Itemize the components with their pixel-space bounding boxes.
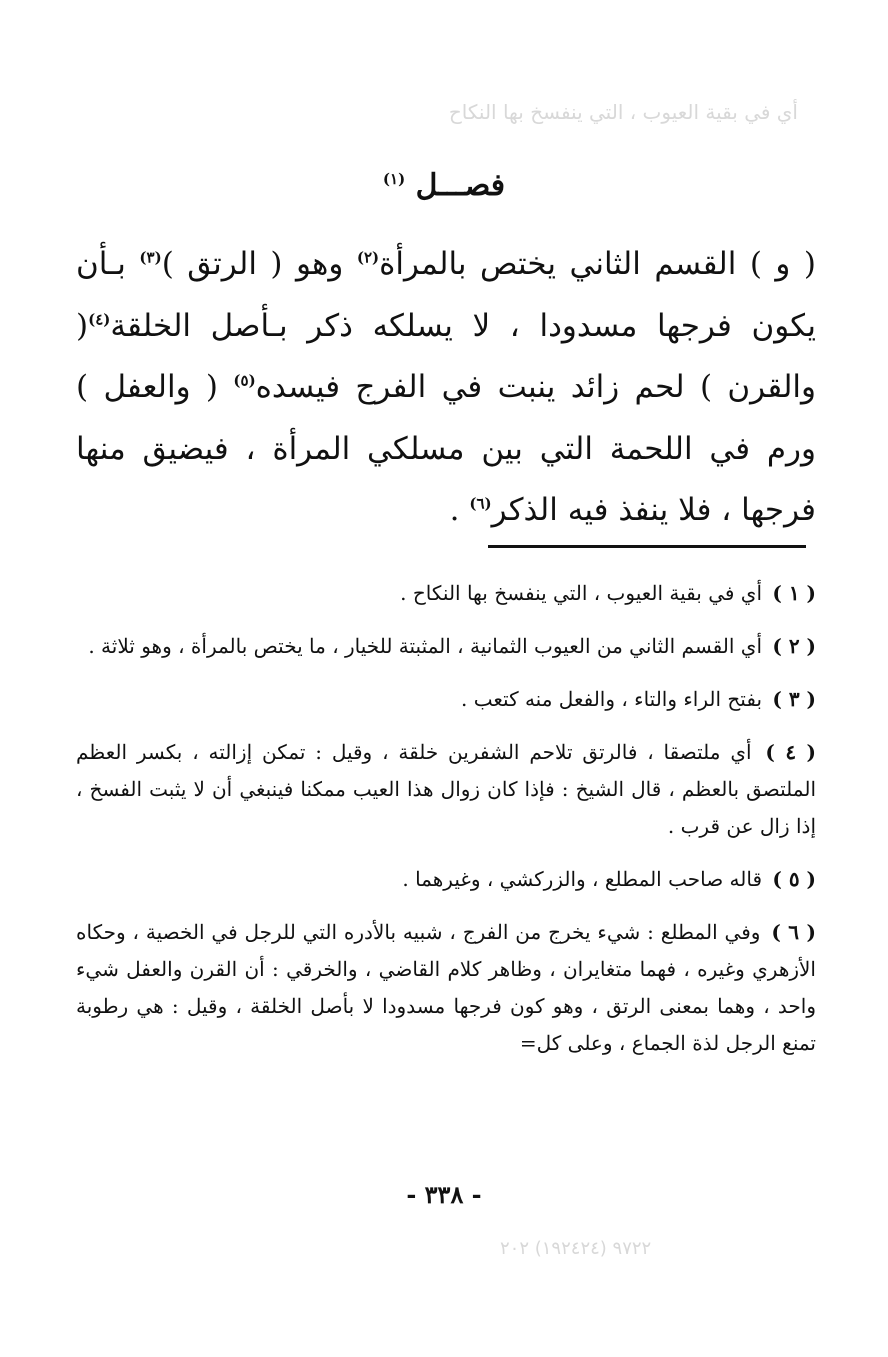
- footnote: [76, 681, 816, 718]
- footnote: [76, 861, 816, 898]
- text-segment: وهو ( الرتق ): [161, 246, 357, 282]
- bleed-through-text: أي في بقية العيوب ، التي ينفسخ بها النكاح: [448, 100, 798, 124]
- footnote-number: ( ١ ): [772, 581, 816, 605]
- footnote-number: ( ٣ ): [772, 687, 816, 711]
- section-heading: [0, 168, 888, 203]
- section-title: فصـــل: [415, 168, 506, 203]
- footnote-text: أي في بقية العيوب ، التي ينفسخ بها النكاح .: [400, 581, 763, 605]
- footnote: [76, 734, 816, 845]
- footnote-number: ( ٤ ): [765, 740, 816, 764]
- footnote-number: ( ٢ ): [772, 634, 816, 658]
- text-segment: ( والقرن ) لحم زائد ينبت في الفرج فيسده: [76, 307, 816, 405]
- footnote-ref: (٥): [233, 371, 256, 390]
- text-segment: ( و ) القسم الثاني يختص بالمرأة: [379, 246, 816, 282]
- footnote-ref: (٣): [139, 248, 162, 267]
- footnote-number: ( ٥ ): [772, 867, 816, 891]
- footnote-text: وفي المطلع : شيء يخرج من الفرج ، شبيه بالأدره التي للرجل في الخصية ، وحكاه الأزهري وغيره ، فهما متغايران ، وظاهر كلام القاضي ، والخرقي : أن القرن والعفل شيء واحد ، وهما بمعنى الرتق ، وهو كون فرجها مسدودا لا بأصل الخلقة ، وقيل : هي رطوبة تمنع الرجل لذة الجماع ، وعلى كل=: [76, 920, 816, 1055]
- main-paragraph: [76, 234, 816, 542]
- page-number: - ٣٣٨ -: [406, 1180, 482, 1209]
- footnotes: [76, 575, 816, 1078]
- footnote-number: ( ٦ ): [771, 920, 817, 944]
- footnote-text: قاله صاحب المطلع ، والزركشي ، وغيرهما .: [402, 867, 763, 891]
- footnote: [76, 628, 816, 665]
- footnote: [76, 914, 816, 1062]
- footnote-text: أي ملتصقا ، فالرتق تلاحم الشفرين خلقة ، وقيل : تمكن إزالته ، بكسر العظم الملتصق بالعظم ، قال الشيخ : فإذا كان زوال هذا العيب ممكنا فينبغي أن لا يثبت الفسخ ، إذا زال عن قرب .: [76, 740, 816, 838]
- footnote-ref: (٦): [469, 494, 492, 513]
- footnote-ref: (٤): [88, 310, 111, 329]
- bleed-through-text-bottom: ٩٧٢٢ (١٩٢٤٢٤) ٢٠٢: [500, 1238, 652, 1259]
- footnote: [76, 575, 816, 612]
- footnote-separator: [488, 545, 806, 548]
- text-segment: بـأن يكون فرجها مسدودا ، لا يسلكه ذكر بـأصل الخلقة: [76, 246, 816, 344]
- text-segment: .: [449, 492, 470, 528]
- footnote-text: أي القسم الثاني من العيوب الثمانية ، المثبتة للخيار ، ما يختص بالمرأة ، وهو ثلاثة .: [88, 634, 763, 658]
- text-segment: ( والعفل ) ورم في اللحمة التي بين مسلكي المرأة ، فيضيق منها فرجها ، فلا ينفذ فيه الذكر: [76, 369, 816, 528]
- footnote-text: بفتح الراء والتاء ، والفعل منه كتعب .: [461, 687, 763, 711]
- footnote-ref: (٢): [356, 248, 380, 267]
- footnote-ref: (١): [382, 170, 406, 188]
- main-text: [76, 234, 816, 542]
